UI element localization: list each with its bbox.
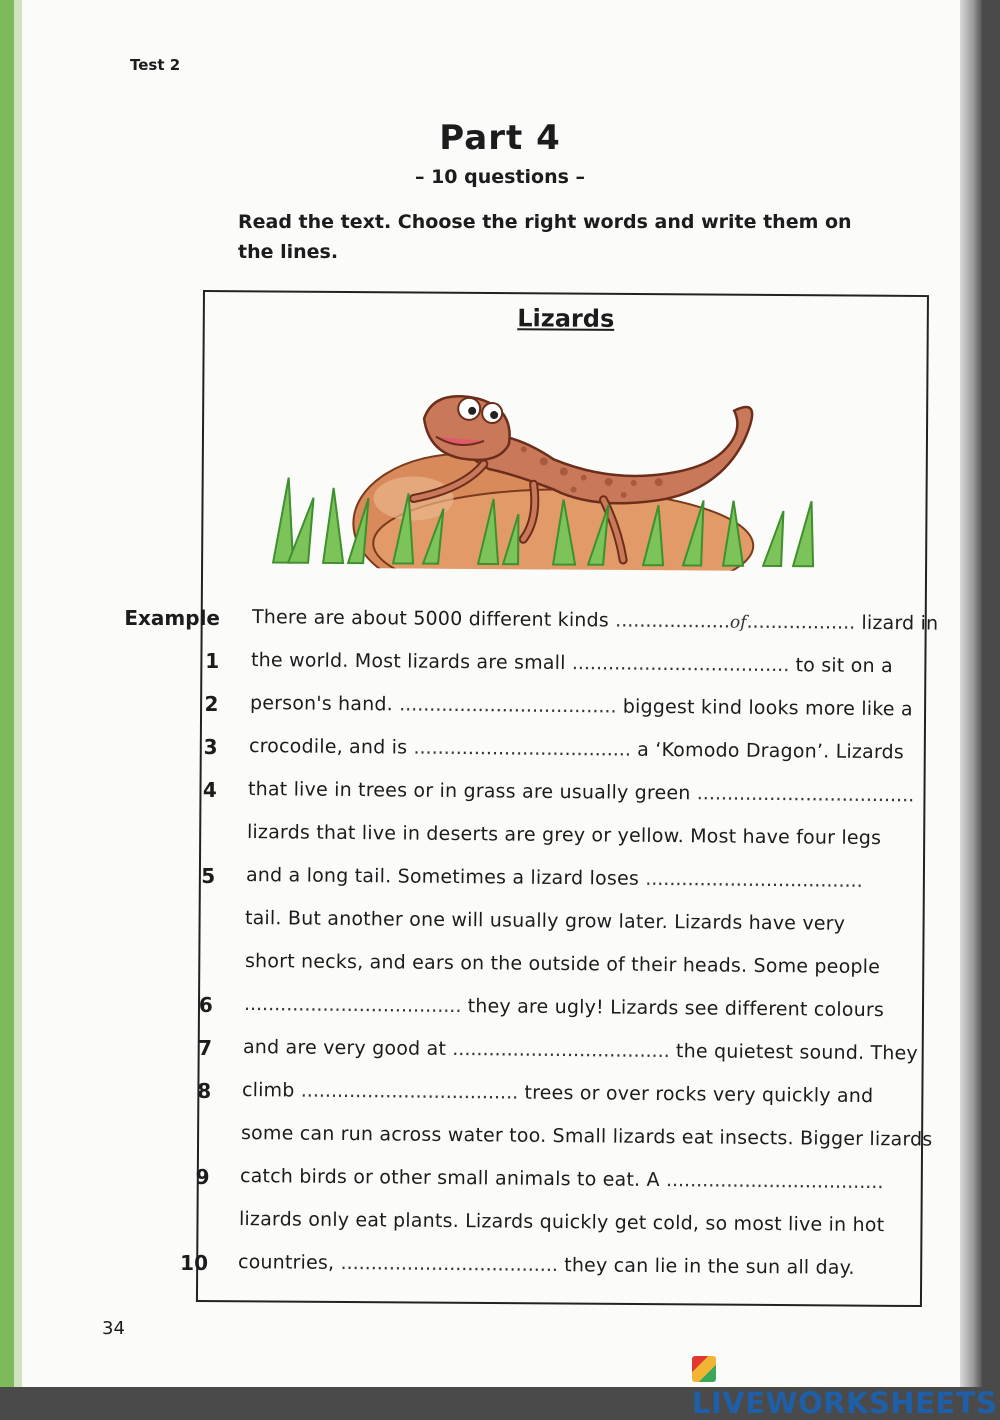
passage-text: lizards that live in deserts are grey or yellow. Most have four legs [247, 821, 881, 849]
passage-text: some can run across water too. Small lizards eat insects. Bigger lizards [241, 1122, 933, 1151]
answer-blank-1[interactable]: .................................... [572, 652, 790, 676]
brand-mark-icon [692, 1356, 716, 1382]
page-number: 34 [102, 1318, 125, 1339]
passage-text: that live in trees or in grass are usually green [248, 778, 697, 804]
question-number: 6 [13, 993, 213, 1017]
passage-text: short necks, and ears on the outside of their heads. Some people [244, 950, 879, 978]
part-title: Part 4 [0, 118, 1000, 158]
passage-text: biggest kind looks more like a [617, 696, 913, 721]
question-number: 4 [17, 778, 217, 802]
example-answer-blank[interactable]: ...................of.................. [615, 609, 855, 633]
question-number: Example [20, 606, 220, 630]
passage-text: to sit on a [789, 654, 893, 677]
answer-blank-10[interactable]: .................................... [340, 1252, 558, 1276]
lizard-on-rock-illustration [263, 347, 825, 571]
passage-text: lizard in [855, 612, 938, 635]
passage-text: and are very good at [243, 1036, 453, 1060]
passage-text: lizards only eat plants. Lizards quickly get cold, so most live in hot [239, 1208, 885, 1236]
passage-title: Lizards [205, 302, 927, 335]
answer-blank-9[interactable]: .................................... [666, 1169, 884, 1193]
passage-text: they are ugly! Lizards see different colours [461, 995, 884, 1021]
passage-text: climb [242, 1079, 301, 1102]
question-number: 8 [11, 1079, 211, 1103]
question-number: 5 [15, 864, 215, 888]
question-number: 3 [18, 735, 218, 759]
test-label: Test 2 [130, 56, 180, 74]
brand-text: LIVEWORKSHEETS [692, 1386, 997, 1420]
part-subtitle: – 10 questions – [0, 166, 1000, 188]
passage-text: person's hand. [250, 692, 399, 715]
answer-blank-2[interactable]: .................................... [399, 693, 617, 717]
example-answer: of [730, 613, 747, 633]
question-number: 2 [18, 692, 218, 716]
answer-blank-5[interactable]: .................................... [646, 868, 864, 892]
question-number: 1 [19, 649, 219, 673]
answer-blank-4[interactable]: .................................... [697, 782, 915, 806]
passage-text: the quietest sound. They [669, 1040, 917, 1064]
passage-text: catch birds or other small animals to eat. A [240, 1165, 666, 1191]
answer-blank-8[interactable]: .................................... [300, 1080, 518, 1104]
passage-text: a ‘Komodo Dragon’. Lizards [631, 739, 904, 764]
passage-text: crocodile, and is [249, 735, 414, 759]
passage-text: they can lie in the sun all day. [558, 1254, 855, 1279]
answer-blank-3[interactable]: .................................... [414, 737, 632, 761]
passage-text: countries, [238, 1251, 341, 1274]
answer-blank-7[interactable]: .................................... [452, 1038, 670, 1062]
instructions: Read the text. Choose the right words and write them on the lines. [238, 207, 878, 267]
question-number: 10 [8, 1251, 208, 1275]
brand-logo [692, 1352, 1000, 1420]
question-number: 7 [12, 1036, 212, 1060]
answer-blank-6[interactable]: .................................... [243, 993, 461, 1017]
passage-text: There are about 5000 different kinds [252, 606, 615, 631]
page-binding-shadow [960, 0, 982, 1387]
question-number: 9 [10, 1165, 210, 1189]
passage-text: the world. Most lizards are small [251, 649, 572, 674]
passage-text: trees or over rocks very quickly and [518, 1082, 873, 1107]
passage-text: tail. But another one will usually grow later. Lizards have very [245, 907, 845, 935]
passage-text: and a long tail. Sometimes a lizard loses [246, 864, 645, 890]
